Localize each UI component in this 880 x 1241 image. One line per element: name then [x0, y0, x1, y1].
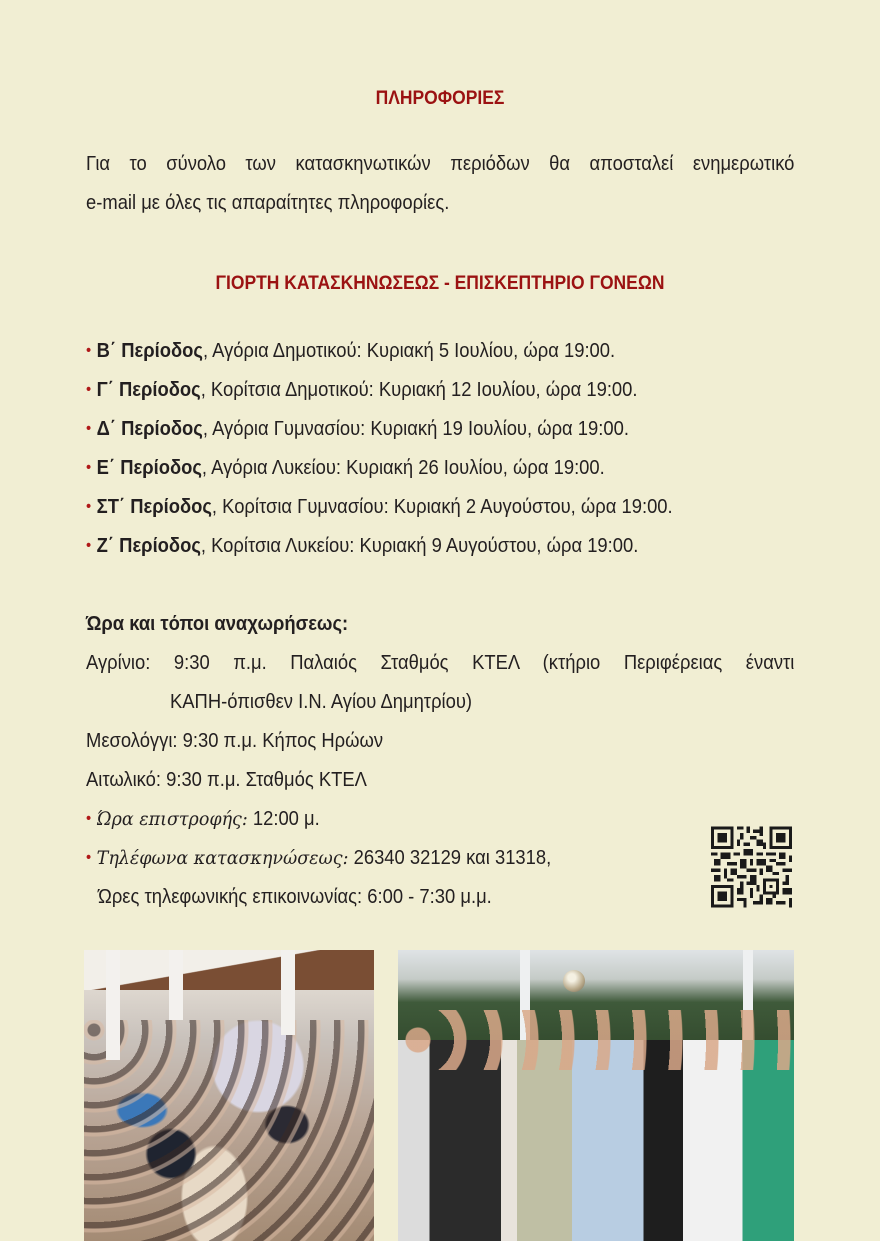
period-item: [86, 534, 638, 560]
info-paragraph-line1: Για το σύνολο των κατασκηνωτικών περιόδων θα αποσταλεί ενημερωτικό: [86, 153, 795, 175]
info-heading: ΠΛΗΡΟΦΟΡΙΕΣ: [375, 88, 505, 109]
camp-phones: [86, 846, 551, 872]
departure-agrinio-line1: Αγρίνιο: 9:30 π.μ. Παλαιός Σταθμός ΚΤΕΛ (κτήριο Περιφέρειας έναντι: [86, 652, 795, 674]
period-item: [86, 456, 605, 482]
period-label: ΣΤ΄ Περίοδος: [96, 496, 212, 518]
bullet-icon: •: [86, 381, 92, 398]
period-text: , Κορίτσια Δημοτικού: Κυριακή 12 Ιουλίου, ώρα 19:00.: [200, 379, 638, 401]
period-text: , Αγόρια Γυμνασίου: Κυριακή 19 Ιουλίου, ώρα 19:00.: [202, 418, 629, 440]
pillar-shape: [169, 950, 183, 1020]
period-text: , Κορίτσια Γυμνασίου: Κυριακή 2 Αυγούστου, ώρα 19:00.: [211, 496, 673, 518]
campers-photo: [84, 950, 374, 1241]
period-label: Δ΄ Περίοδος: [96, 418, 203, 440]
camp-phones-value: 26340 32129 και 31318,: [348, 847, 552, 869]
people-shape: [398, 1040, 794, 1241]
period-label: Β΄ Περίοδος: [96, 340, 203, 362]
celebration-heading: ΓΙΟΡΤΗ ΚΑΤΑΣΚΗΝΩΣΕΩΣ - ΕΠΙΣΚΕΠΤΗΡΙΟ ΓΟΝΕΩΝ: [215, 273, 665, 294]
bullet-icon: •: [86, 849, 92, 866]
departure-mesolongi: Μεσολόγγι: 9:30 π.μ. Κήπος Ηρώων: [86, 730, 384, 752]
period-label: Ζ΄ Περίοδος: [96, 535, 201, 557]
return-time: [86, 807, 320, 833]
bullet-icon: •: [86, 810, 92, 827]
period-item: [86, 417, 629, 443]
trophy-icon: [563, 970, 585, 992]
qr-code-icon[interactable]: [711, 826, 792, 908]
departure-agrinio-line2: ΚΑΠΗ-όπισθεν Ι.Ν. Αγίου Δημητρίου): [170, 691, 473, 713]
period-text: , Αγόρια Λυκείου: Κυριακή 26 Ιουλίου, ώρα 19:00.: [201, 457, 605, 479]
pillar-shape: [281, 950, 295, 1035]
bullet-icon: •: [86, 498, 92, 515]
bullet-icon: •: [86, 537, 92, 554]
bullet-icon: •: [86, 420, 92, 437]
period-label: Ε΄ Περίοδος: [96, 457, 202, 479]
phone-hours: Ώρες τηλεφωνικής επικοινωνίας: 6:00 - 7:30 μ.μ.: [98, 886, 492, 908]
crowd-shape: [84, 1020, 374, 1241]
departure-heading: Ώρα και τόποι αναχωρήσεως:: [86, 613, 349, 635]
pillar-shape: [106, 950, 120, 1060]
camp-phones-label: Τηλέφωνα κατασκηνώσεως:: [96, 847, 349, 869]
departure-aitoliko: Αιτωλικό: 9:30 π.μ. Σταθμός ΚΤΕΛ: [86, 769, 367, 791]
trophy-photo: [398, 950, 794, 1241]
period-label: Γ΄ Περίοδος: [96, 379, 201, 401]
period-text: , Αγόρια Δημοτικού: Κυριακή 5 Ιουλίου, ώρα 19:00.: [202, 340, 616, 362]
period-text: , Κορίτσια Λυκείου: Κυριακή 9 Αυγούστου, ώρα 19:00.: [200, 535, 639, 557]
heads-shape: [398, 1010, 794, 1070]
period-item: [86, 495, 673, 521]
period-item: [86, 378, 638, 404]
period-item: [86, 339, 615, 365]
bullet-icon: •: [86, 342, 92, 359]
bullet-icon: •: [86, 459, 92, 476]
return-time-label: Ώρα επιστροφής:: [96, 808, 248, 830]
info-paragraph-line2: e-mail με όλες τις απαραίτητες πληροφορίες.: [86, 192, 450, 214]
return-time-value: 12:00 μ.: [247, 808, 320, 830]
roof-shape: [84, 950, 374, 990]
